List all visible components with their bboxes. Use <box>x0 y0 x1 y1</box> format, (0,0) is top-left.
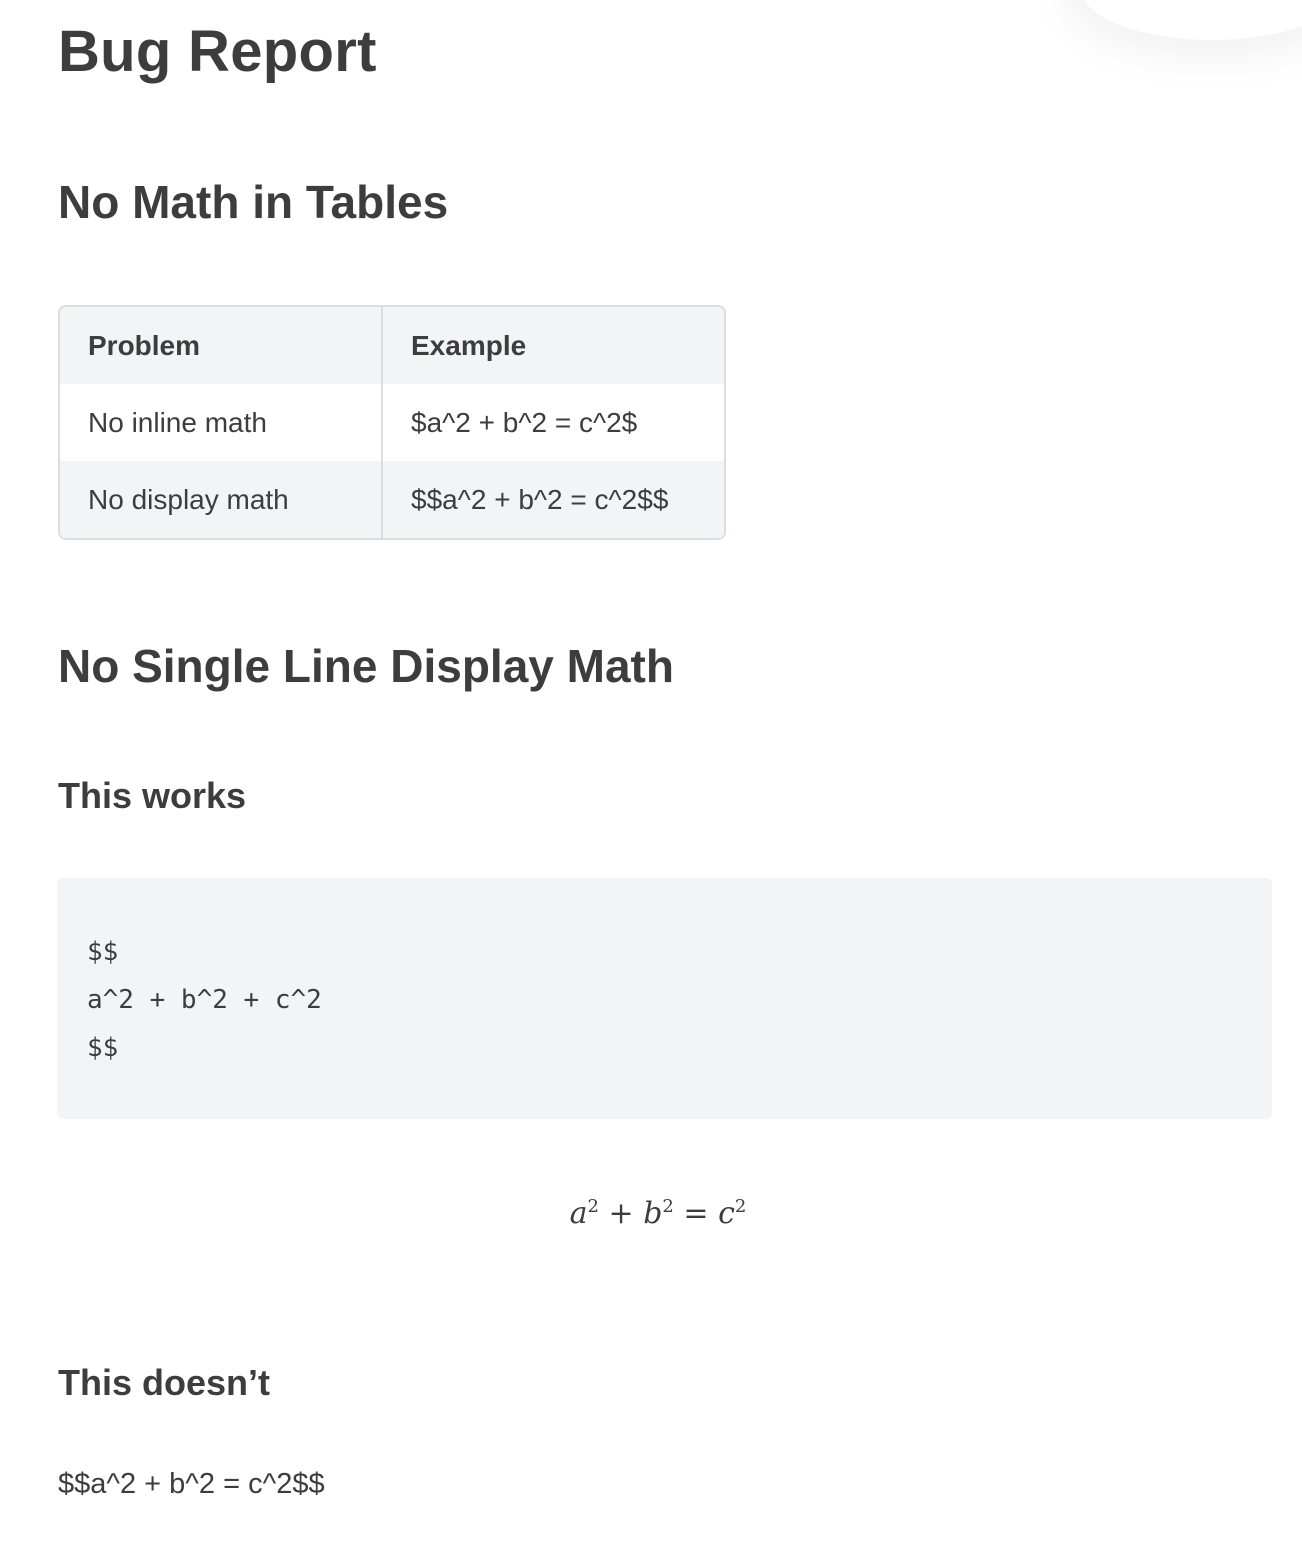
code-block[interactable] <box>57 878 1272 1119</box>
math-exponent: 2 <box>662 1196 674 1217</box>
code-line: $$ <box>87 1033 119 1063</box>
table-header-row <box>60 307 724 384</box>
corner-shadow <box>1082 0 1302 40</box>
problem-table <box>58 305 726 540</box>
table-cell-example: $a^2 + b^2 = c^2$ <box>411 406 638 438</box>
table-row <box>60 461 724 538</box>
math-plus: + <box>608 1196 634 1231</box>
table-cell-problem: No inline math <box>60 384 383 461</box>
math-var-a: a <box>569 1196 588 1231</box>
section-heading-display-math: No Single Line Display Math <box>58 640 674 692</box>
code-line: a^2 + b^2 + c^2 <box>87 985 322 1015</box>
table-header-problem: Problem <box>60 307 383 384</box>
subheading-this-doesnt: This doesn’t <box>58 1362 271 1403</box>
math-exponent: 2 <box>734 1196 747 1217</box>
table-cell-problem: No display math <box>60 461 383 538</box>
math-var-c: c <box>718 1196 735 1231</box>
subheading-this-works: This works <box>58 775 247 816</box>
section-heading-tables: No Math in Tables <box>58 176 449 228</box>
math-var-b: b <box>643 1196 663 1231</box>
code-line: $$ <box>87 937 119 967</box>
rendered-equation <box>58 1196 1258 1231</box>
table-cell-example: $$a^2 + b^2 = c^2$$ <box>383 461 724 538</box>
page-title: Bug Report <box>58 19 377 84</box>
math-equals: = <box>683 1196 709 1231</box>
table-header-example: Example <box>383 307 724 384</box>
table-row <box>60 384 724 461</box>
math-exponent: 2 <box>587 1196 599 1217</box>
unrendered-math-text: $$a^2 + b^2 = c^2$$ <box>58 1468 325 1500</box>
